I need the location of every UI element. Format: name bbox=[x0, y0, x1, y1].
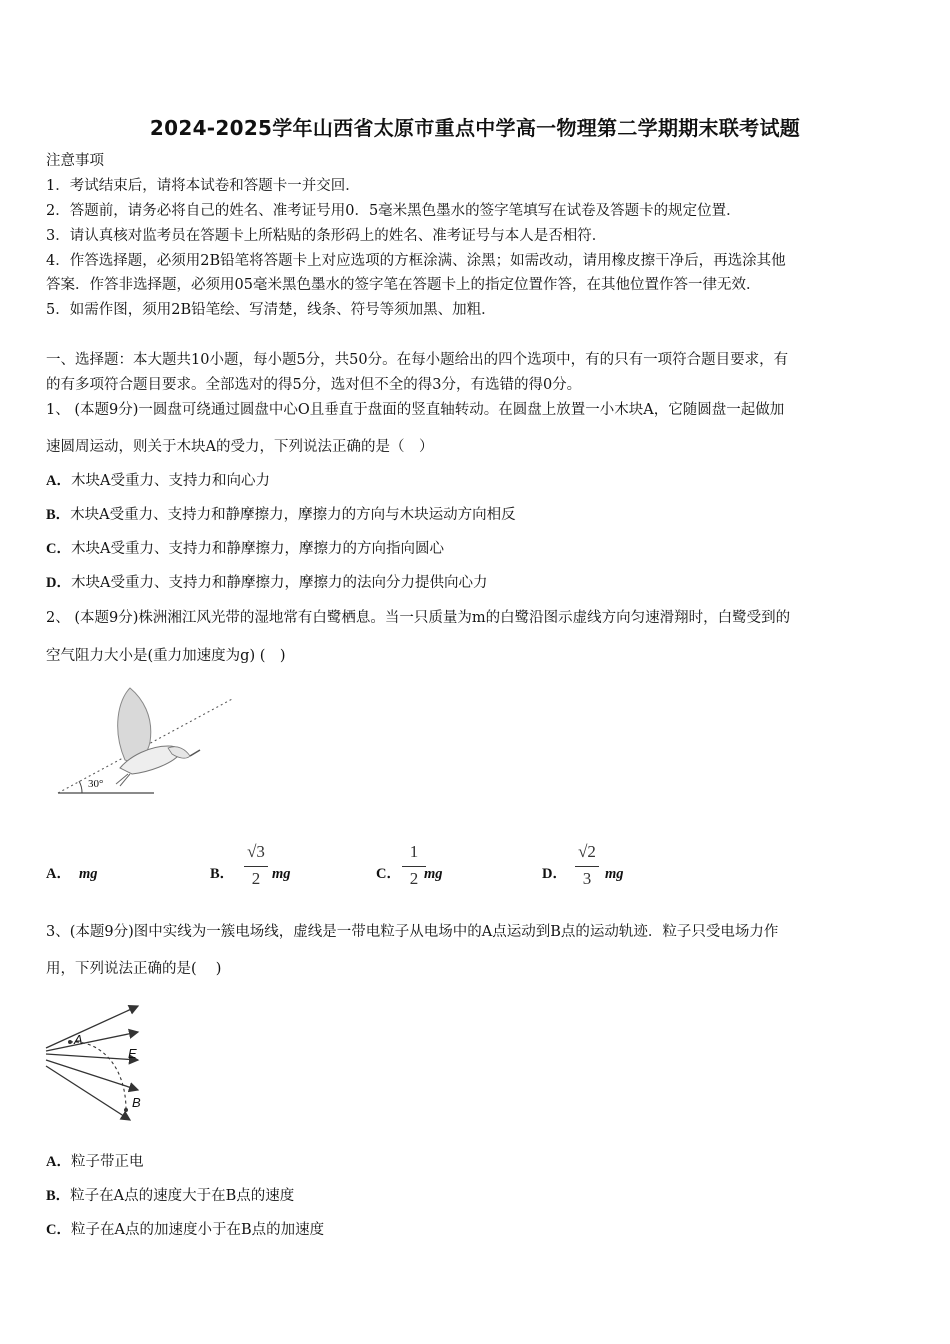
option-unit: mg bbox=[272, 866, 291, 882]
notice-item: 答案．作答非选择题，必须用05毫米黑色墨水的签字笔在答题卡上的指定位置作答，在其他位置作答一律无效． bbox=[46, 277, 761, 293]
q2-option-b[interactable] bbox=[210, 864, 234, 884]
q3-option-b[interactable] bbox=[46, 1186, 294, 1206]
option-unit: mg bbox=[424, 866, 443, 882]
option-text: 粒子在A点的加速度小于在B点的加速度 bbox=[70, 1222, 325, 1238]
fraction-denominator: 2 bbox=[409, 869, 419, 888]
notice-item: 2．答题前，请务必将自己的姓名、准考证号用0．5毫米黑色墨水的签字笔填写在试卷及答题卡的规定位置． bbox=[46, 203, 741, 219]
option-label: C． bbox=[376, 866, 401, 882]
option-text: 木块A受重力、支持力和静摩擦力，摩擦力的法向分力提供向心力 bbox=[70, 575, 488, 591]
q1-option-a[interactable] bbox=[46, 471, 270, 491]
q3-option-c[interactable] bbox=[46, 1220, 324, 1240]
notice-item: 3．请认真核对监考员在答题卡上所粘贴的条形码上的姓名、准考证号与本人是否相符． bbox=[46, 228, 607, 244]
q2-option-a[interactable] bbox=[46, 864, 98, 884]
fraction-numerator: 1 bbox=[409, 842, 419, 861]
option-label: C． bbox=[46, 1222, 71, 1238]
q2-option-c[interactable] bbox=[376, 864, 401, 884]
fraction-bar bbox=[244, 866, 268, 867]
q1-option-d[interactable] bbox=[46, 573, 487, 593]
option-unit: mg bbox=[78, 866, 98, 882]
egret-figure bbox=[50, 680, 240, 805]
option-label: A． bbox=[46, 1154, 71, 1170]
option-unit: mg bbox=[605, 866, 624, 882]
option-text: 木块A受重力、支持力和静摩擦力，摩擦力的方向与木块运动方向相反 bbox=[70, 507, 516, 523]
fraction-denominator: 2 bbox=[251, 869, 261, 888]
page-title: 2024-2025学年山西省太原市重点中学高一物理第二学期期末联考试题 bbox=[149, 116, 801, 140]
q3-stem-line1: 3、(本题9分)图中实线为一簇电场线，虚线是一带电粒子从电场中的A点运动到B点的运动轨迹．粒子只受电场力作 bbox=[46, 924, 779, 940]
option-label: A． bbox=[46, 866, 71, 882]
q2-option-d-fraction bbox=[573, 842, 601, 892]
q2-option-d[interactable] bbox=[542, 864, 567, 884]
q2-option-b-fraction bbox=[242, 842, 270, 892]
q1-option-b[interactable] bbox=[46, 505, 516, 525]
q2-stem-line2: 空气阻力大小是(重力加速度为g) ( ) bbox=[46, 648, 286, 664]
option-text: 粒子带正电 bbox=[70, 1154, 144, 1170]
notice-heading: 注意事项 bbox=[46, 153, 104, 169]
option-label: D． bbox=[46, 575, 71, 591]
q3-stem-line2: 用，下列说法正确的是( ) bbox=[46, 961, 222, 977]
figure-label-b: B bbox=[132, 1095, 141, 1110]
q3-option-a[interactable] bbox=[46, 1152, 143, 1172]
q1-stem-line2: 速圆周运动，则关于木块A的受力，下列说法正确的是（ ） bbox=[46, 439, 434, 455]
fraction-numerator: √3 bbox=[247, 842, 265, 861]
section-instructions-line2: 的有多项符合题目要求。全部选对的得5分，选对但不全的得3分，有选错的得0分。 bbox=[46, 377, 582, 393]
figure-label-e: E bbox=[128, 1046, 137, 1061]
q1-stem-line1: 1、 (本题9分)一圆盘可绕通过圆盘中心O且垂直于盘面的竖直轴转动。在圆盘上放置一小木块A，它随圆盘一起做加 bbox=[46, 402, 785, 418]
option-text: 木块A受重力、支持力和向心力 bbox=[70, 473, 270, 489]
figure-label-a: A bbox=[74, 1032, 83, 1047]
option-label: C． bbox=[46, 541, 71, 557]
option-label: B． bbox=[46, 507, 71, 523]
notice-item: 5．如需作图，须用2B铅笔绘、写清楚，线条、符号等须加黑、加粗． bbox=[46, 302, 496, 318]
option-label: B． bbox=[210, 866, 235, 882]
fraction-bar bbox=[575, 866, 599, 867]
fraction-bar bbox=[402, 866, 426, 867]
q1-option-c[interactable] bbox=[46, 539, 444, 559]
q2-stem-line1: 2、 (本题9分)株洲湘江风光带的湿地常有白鹭栖息。当一只质量为m的白鹭沿图示虚线方向匀速滑翔时，白鹭受到的 bbox=[46, 610, 791, 626]
section-instructions-line1: 一、选择题：本大题共10小题，每小题5分，共50分。在每小题给出的四个选项中，有的只有一项符合题目要求，有 bbox=[46, 352, 789, 368]
fraction-numerator: √2 bbox=[578, 842, 596, 861]
option-text: 木块A受重力、支持力和静摩擦力，摩擦力的方向指向圆心 bbox=[70, 541, 444, 557]
option-label: B． bbox=[46, 1188, 71, 1204]
notice-item: 4．作答选择题，必须用2B铅笔将答题卡上对应选项的方框涂满、涂黑；如需改动，请用橡皮擦干净后，再选涂其他 bbox=[46, 253, 786, 269]
option-label: D． bbox=[542, 866, 567, 882]
option-label: A． bbox=[46, 473, 71, 489]
option-text: 粒子在A点的速度大于在B点的速度 bbox=[70, 1188, 295, 1204]
notice-item: 1．考试结束后，请将本试卷和答题卡一并交回． bbox=[46, 178, 360, 194]
fraction-denominator: 3 bbox=[582, 869, 592, 888]
angle-label: 30° bbox=[88, 778, 104, 790]
